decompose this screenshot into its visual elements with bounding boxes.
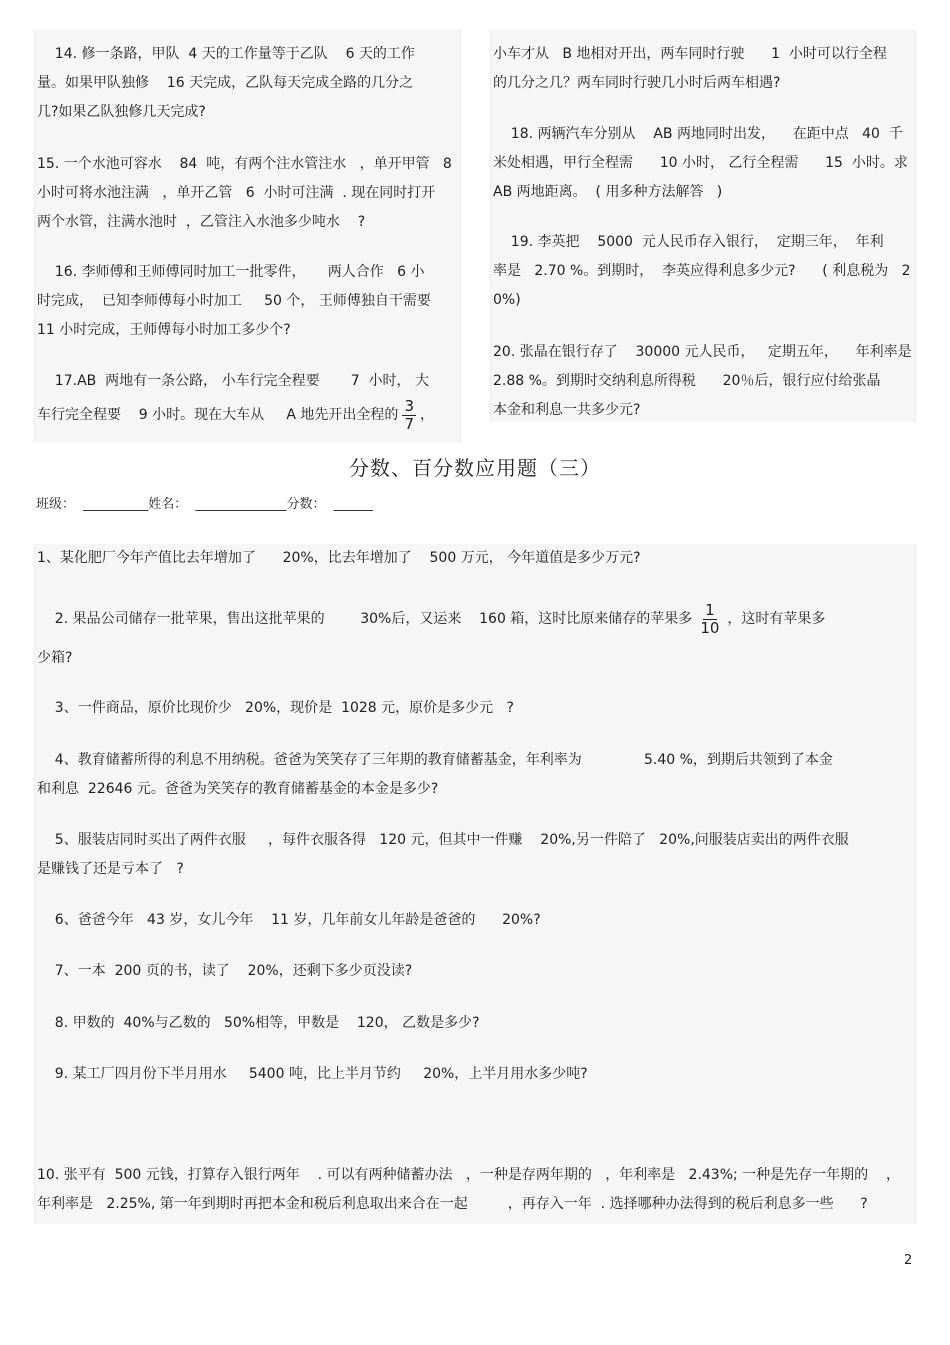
- q14-line2: 量。如果甲队独修 16 天完成，乙队每天完成全路的几分之: [37, 75, 414, 91]
- section-title: 分数、百分数应用题（三）: [349, 456, 601, 480]
- question-2-text-end: ，这时有苹果多: [727, 611, 826, 627]
- question-2-text: 2. 果品公司储存一批苹果，售出这批苹果的 30%后，又运来 160 箱，这时比原来储存的苹果多: [37, 611, 693, 627]
- form-line: 班级： __________姓名： ______________分数： ______: [36, 497, 373, 512]
- top-right-panel: [490, 30, 916, 422]
- fraction-denominator: 10: [700, 619, 720, 637]
- q16-line1: 16. 李师傅和王师傅同时加工一批零件， 两人合作 6 小: [37, 264, 425, 280]
- question-5-line1: 5、服装店同时买出了两件衣服 ，每件衣服各得 120 元，但其中一件赚 20%,另一件陪了 20%,问服装店卖出的两件衣服: [37, 832, 849, 848]
- fraction-one-tenth: [700, 602, 719, 637]
- question-10-line1: 10. 张平有 500 元钱，打算存入银行两年 . 可以有两种储蓄办法 ，一种是存两年期的 ，年利率是 2.43%; 一种是先存一年期的 ，: [37, 1167, 900, 1183]
- page-number: 2: [904, 1253, 913, 1268]
- question-6: 6、爸爸今年 43 岁，女儿今年 11 岁，几年前女儿年龄是爸爸的 20%?: [37, 912, 541, 928]
- q18-line3: AB 两地距离。 ( 用多种方法解答 ): [493, 184, 723, 200]
- fraction-numerator: 3: [404, 397, 414, 415]
- top-left-panel: [34, 30, 461, 442]
- q17-cont-line2: 的几分之几？两车同时行驶几小时后两车相遇?: [493, 75, 781, 91]
- q17-cont-line1: 小车才从 B 地相对开出，两车同时行驶 1 小时可以行全程: [493, 46, 887, 62]
- q17-line1: 17.AB 两地有一条公路， 小车行完全程要 7 小时， 大: [37, 373, 430, 389]
- fraction-three-sevenths: [402, 398, 416, 433]
- q16-line3: 11 小时完成，王师傅每小时加工多少个?: [37, 322, 291, 338]
- fraction-denominator: 7: [404, 415, 414, 433]
- q19-line1: 19. 李英把 5000 元人民币存入银行， 定期三年， 年利: [493, 234, 884, 250]
- q18-line1: 18. 两辆汽车分别从 AB 两地同时出发， 在距中点 40 千: [493, 126, 903, 142]
- q20-line2: 2.88 %。到期时交纳利息所得税 20％后，银行应付给张晶: [493, 373, 881, 389]
- q15-line3: 两个水管，注满水池时 ，乙管注入水池多少吨水 ?: [37, 214, 366, 230]
- q17-line2-end: ，: [419, 407, 434, 423]
- question-5-line2: 是赚钱了还是亏本了 ?: [37, 861, 184, 877]
- fraction-numerator: 1: [705, 601, 715, 619]
- q18-line2: 米处相遇，甲行全程需 10 小时， 乙行全程需 15 小时。求: [493, 155, 908, 171]
- q15-line2: 小时可将水池注满 ，单开乙管 6 小时可注满 . 现在同时打开: [37, 185, 436, 201]
- q20-line3: 本金和利息一共多少元?: [493, 402, 641, 418]
- q14-line3: 几?如果乙队独修几天完成?: [37, 104, 206, 120]
- q16-line2: 时完成， 已知李师傅每小时加工 50 个， 王师傅独自干需要: [37, 293, 431, 309]
- question-9: 9. 某工厂四月份下半月用水 5400 吨，比上半月节约 20%，上半月用水多少吨?: [37, 1066, 588, 1082]
- question-7: 7、一本 200 页的书，读了 20%，还剩下多少页没读?: [37, 963, 413, 979]
- question-4-line2: 和利息 22646 元。爸爸为笑笑存的教育储蓄基金的本金是多少?: [37, 781, 439, 797]
- q19-line3: 0%): [493, 292, 521, 308]
- question-10-line2: 年利率是 2.25%, 第一年到期时再把本金和税后利息取出来合在一起 ，再存入一年 . 选择哪种办法得到的税后利息多一些 ?: [37, 1196, 868, 1212]
- q15-line1: 15. 一个水池可容水 84 吨，有两个注水管注水 ，单开甲管 8: [37, 156, 452, 172]
- questions-panel: [34, 544, 916, 1224]
- question-4-line1: 4、教育储蓄所得的利息不用纳税。爸爸为笑笑存了三年期的教育储蓄基金，年利率为 5.40 %，到期后共领到了本金: [37, 752, 833, 768]
- q17-line2: [37, 398, 434, 433]
- q17-line2-text: 车行完全程要 9 小时。现在大车从 A 地先开出全程的: [37, 407, 399, 423]
- question-3: 3、一件商品，原价比现价少 20%，现价是 1028 元，原价是多少元 ?: [37, 700, 514, 716]
- q20-line1: 20. 张晶在银行存了 30000 元人民币， 定期五年， 年利率是: [493, 344, 912, 360]
- question-2-line1: [37, 602, 825, 637]
- q19-line2: 率是 2.70 %。到期时， 李英应得利息多少元? ( 利息税为 2: [493, 263, 911, 279]
- q14-line1: 14. 修一条路，甲队 4 天的工作量等于乙队 6 天的工作: [37, 46, 415, 62]
- question-8: 8. 甲数的 40%与乙数的 50%相等，甲数是 120， 乙数是多少?: [37, 1015, 480, 1031]
- question-2-line2: 少箱?: [37, 650, 73, 666]
- question-1: 1、某化肥厂今年产值比去年增加了 20%，比去年增加了 500 万元， 今年道值是多少万元?: [37, 550, 641, 566]
